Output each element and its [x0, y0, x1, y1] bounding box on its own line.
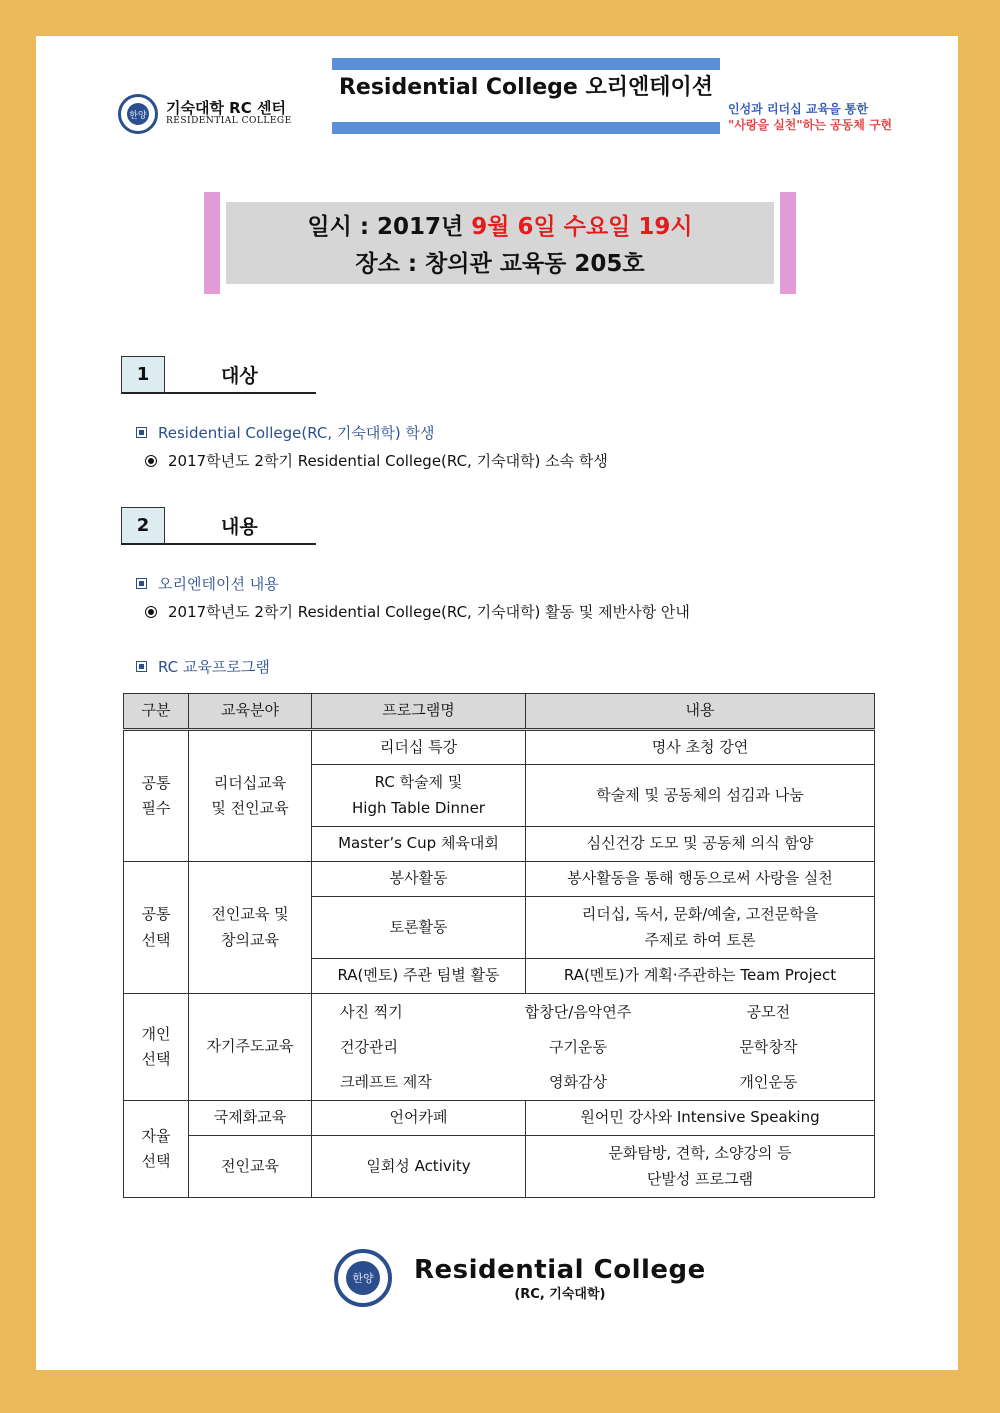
program-name-cell: 토론활동 — [312, 897, 526, 959]
category-cell: 공통 필수 — [124, 730, 189, 862]
section-1-header — [121, 356, 316, 394]
schedule-accent-left — [204, 192, 220, 294]
university-seal-icon — [118, 94, 158, 134]
logo-text — [166, 101, 292, 126]
table-header-cell: 교육분야 — [189, 694, 312, 730]
program-list-row — [312, 1030, 874, 1065]
footer-title-korean: (RC, 기숙대학) — [514, 1286, 606, 1302]
field-cell: 리더십교육 및 전인교육 — [189, 730, 312, 862]
program-item: 개인운동 — [739, 1072, 798, 1091]
radio-bullet-icon — [145, 606, 157, 618]
schedule-box — [204, 192, 796, 294]
section-1-label: 대상 — [165, 356, 316, 394]
section-1-heading-text: Residential College(RC, 기숙대학) 학생 — [158, 424, 435, 442]
program-item: 공모전 — [746, 1002, 791, 1021]
section-2-label: 내용 — [165, 507, 316, 545]
program-item: 영화감상 — [548, 1072, 607, 1091]
logo-korean: 기숙대학 RC 센터 — [166, 99, 286, 118]
table-row — [124, 1101, 875, 1136]
motto — [728, 101, 892, 133]
field-cell: 전인교육 및 창의교육 — [189, 862, 312, 994]
footer-title-english: Residential College — [414, 1254, 706, 1285]
program-name-cell: RA(멘토) 주관 팀별 활동 — [312, 959, 526, 994]
header-logo — [118, 94, 292, 134]
section-2-number: 2 — [121, 507, 165, 545]
self-directed-programs-cell — [312, 994, 875, 1101]
program-content-cell: 원어민 강사와 Intensive Speaking — [526, 1101, 875, 1136]
logo-english: RESIDENTIAL COLLEGE — [166, 116, 292, 127]
square-bullet-icon — [136, 661, 147, 672]
section-2-bullet — [145, 601, 690, 622]
program-item: 크레프트 제작 — [340, 1072, 432, 1091]
schedule-panel — [226, 202, 774, 284]
field-cell: 자기주도교육 — [189, 994, 312, 1101]
schedule-accent-right — [780, 192, 796, 294]
section-2-bullet-text: 2017학년도 2학기 Residential College(RC, 기숙대학) 활동 및 제반사항 안내 — [168, 603, 690, 621]
field-cell: 국제화교육 — [189, 1101, 312, 1136]
title-bar-top — [332, 58, 720, 70]
seal-center: 한양 — [346, 1261, 380, 1295]
table-header-cell: 구분 — [124, 694, 189, 730]
section-2-heading-1 — [136, 573, 279, 594]
title-bar-bottom — [332, 122, 720, 134]
program-name-cell: Master’s Cup 체육대회 — [312, 827, 526, 862]
program-item: 구기운동 — [548, 1037, 607, 1056]
schedule-date — [226, 208, 774, 241]
program-content-cell: 문화탐방, 견학, 소양강의 등 단발성 프로그램 — [526, 1136, 875, 1198]
schedule-date-highlight: 9월 6일 수요일 19시 — [471, 214, 693, 240]
program-list-row — [312, 1065, 874, 1100]
program-item: 건강관리 — [340, 1037, 398, 1056]
square-bullet-icon — [136, 578, 147, 589]
table-row — [124, 994, 875, 1101]
program-content-cell: 심신건강 도모 및 공동체 의식 함양 — [526, 827, 875, 862]
program-content-cell: 리더십, 독서, 문화/예술, 고전문학을 주제로 하여 토론 — [526, 897, 875, 959]
program-item: 문학창작 — [739, 1037, 798, 1056]
table-row — [124, 1136, 875, 1198]
program-table — [123, 693, 875, 1198]
section-1-bullet — [145, 450, 608, 471]
seal-center: 한양 — [127, 103, 149, 125]
program-content-cell: RA(멘토)가 계획·주관하는 Team Project — [526, 959, 875, 994]
section-2-heading-2 — [136, 656, 270, 677]
footer-text — [414, 1255, 706, 1302]
program-name-cell: 봉사활동 — [312, 862, 526, 897]
section-1-heading — [136, 422, 434, 443]
program-content-cell: 봉사활동을 통해 행동으로써 사랑을 실천 — [526, 862, 875, 897]
program-list-row — [312, 995, 874, 1030]
schedule-place: 장소 : 창의관 교육동 205호 — [355, 251, 645, 277]
table-header-cell: 내용 — [526, 694, 875, 730]
program-name-cell: 일회성 Activity — [312, 1136, 526, 1198]
program-name-cell: 리더십 특강 — [312, 730, 526, 765]
university-seal-icon — [334, 1249, 392, 1307]
section-2-heading-1-text: 오리엔테이션 내용 — [158, 575, 279, 593]
footer-logo — [334, 1249, 706, 1307]
program-name-cell: RC 학술제 및 High Table Dinner — [312, 765, 526, 827]
program-content-cell: 명사 초청 강연 — [526, 730, 875, 765]
category-cell: 자율 선택 — [124, 1101, 189, 1198]
section-2-header — [121, 507, 316, 545]
program-content-cell: 학술제 및 공동체의 섬김과 나눔 — [526, 765, 875, 827]
program-item: 합창단/음악연주 — [524, 1002, 632, 1021]
schedule-date-prefix: 일시 : 2017년 — [307, 214, 472, 240]
page-title: Residential College 오리엔테이션 — [338, 75, 714, 100]
program-item: 사진 찍기 — [340, 1002, 403, 1021]
category-cell: 개인 선택 — [124, 994, 189, 1101]
motto-line-1: 인성과 리더십 교육을 통한 — [728, 102, 869, 116]
category-cell: 공통 선택 — [124, 862, 189, 994]
program-name-cell: 언어카페 — [312, 1101, 526, 1136]
square-bullet-icon — [136, 427, 147, 438]
table-row — [124, 862, 875, 897]
table-header-cell: 프로그램명 — [312, 694, 526, 730]
section-2-heading-2-text: RC 교육프로그램 — [158, 658, 270, 676]
table-row — [124, 730, 875, 765]
radio-bullet-icon — [145, 455, 157, 467]
field-cell: 전인교육 — [189, 1136, 312, 1198]
section-1-number: 1 — [121, 356, 165, 394]
motto-line-2: "사랑을 실천"하는 공동체 구현 — [728, 118, 893, 133]
section-1-bullet-text: 2017학년도 2학기 Residential College(RC, 기숙대학) 소속 학생 — [168, 452, 608, 470]
table-header-row — [124, 694, 875, 730]
document-page — [36, 36, 958, 1370]
